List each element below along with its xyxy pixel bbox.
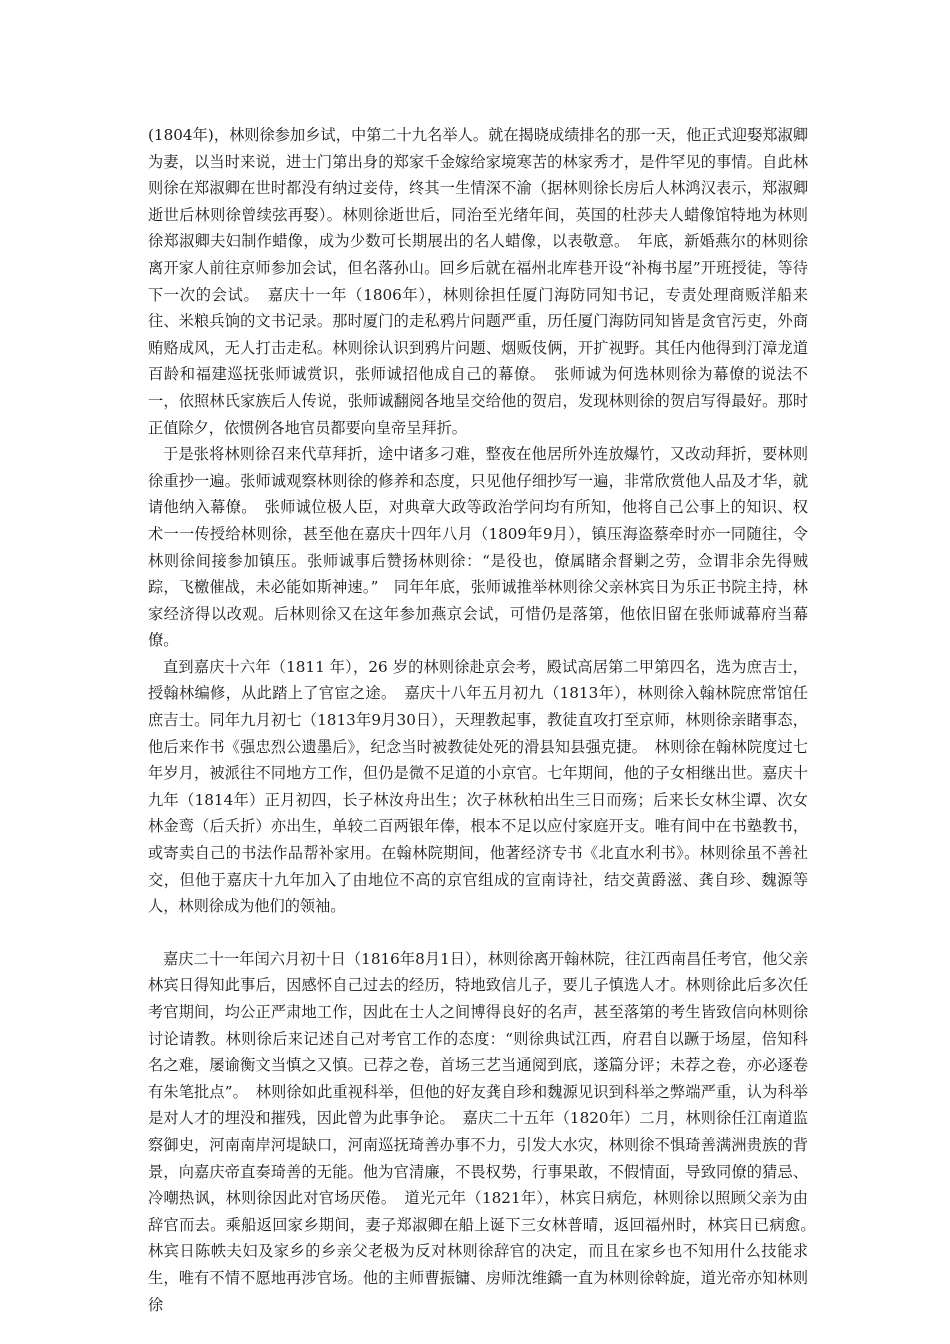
paragraph-4: 嘉庆二十一年闰六月初十日（1816年8月1日），林则徐离开翰林院，往江西南昌任考官，他父亲林宾日得知此事后，因感怀自己过去的经历，特地致信儿子，要儿子慎选人才。林则徐此后多次任考官期间，均公正严肃地工作，因此在士人之间博得良好的名声，甚至落第的考生皆致信向林则徐讨论请教。林则徐后来记述自己对考官工作的态度：“则徐典试江西，府君自以蹶于场屋，倍知科名之难，屡谕衡文当慎之又慎。已荐之卷，首场三艺当通阅到底，遂篇分评；未荐之卷，亦必逐卷有朱笔批点”。 林则徐如此重视科举，但他的好友龚自珍和魏源见识到科举之弊端严重，认为科举是对人才的埋没和摧残，因此曾为此事争论。 嘉庆二十五年（1820年）二月，林则徐任江南道监察御史，河南南岸河堤缺口，河南巡抚琦善办事不力，引发大水灾，林则徐不惧琦善满洲贵族的背景，向嘉庆帝直奏琦善的无能。他为官清廉，不畏权势，行事果敢，不假情面，导致同僚的猜忌、冷嘲热讽，林则徐因此对官场厌倦。 道光元年（1821年），林宾日病危，林则徐以照顾父亲为由辞官而去。乘船返回家乡期间，妻子郑淑卿在船上诞下三女林普晴，返回福州时，林宾日已病愈。 林宾日陈帙夫妇及家乡的乡亲父老极为反对林则徐辞官的决定，而且在家乡也不知用什么技能求生，唯有不情不愿地再涉官场。他的主师曹振镛、房师沈维鐈一直为林则徐斡旋，道光帝亦知林则徐 [148,949,824,1314]
document-body [148,122,824,1318]
paragraph-3: 直到嘉庆十六年（1811 年），26 岁的林则徐赴京会考，殿试高居第二甲第四名，选为庶吉士，授翰林编修，从此踏上了官宦之途。 嘉庆十八年五月初九（1813年），林则徐入翰林院庶常馆任庶吉士。同年九月初七（1813年9月30日），天理教起事，教徒直攻打至京师，林则徐亲睹事态，他后来作书《强忠烈公遗墨后》，纪念当时被教徒处死的滑县知县强克捷。 林则徐在翰林院度过七年岁月，被派往不同地方工作，但仍是微不足道的小京官。七年期间，他的子女相继出世。嘉庆十九年（1814年）正月初四，长子林汝舟出生；次子林秋柏出生三日而殇；后来长女林尘谭、次女林金鸾（后夭折）亦出生，单较二百两银年俸，根本不足以应付家庭开支。唯有间中在书塾教书，或寄卖自己的书法作品帮补家用。在翰林院期间，他著经济专书《北直水利书》。林则徐虽不善社交，但他于嘉庆十九年加入了由地位不高的京官组成的宣南诗社，结交黄爵滋、龚自珍、魏源等人，林则徐成为他们的领袖。 [148,657,808,916]
paragraph-1: (1804年)，林则徐参加乡试，中第二十九名举人。就在揭晓成绩排名的那一天，他正式迎娶郑淑卿为妻，以当时来说，进士门第出身的郑家千金嫁给家境寒苦的林家秀才，是件罕见的事情。自此林则徐在郑淑卿在世时都没有纳过妾侍，终其一生情深不渝（据林则徐长房后人林鸿汉表示，郑淑卿逝世后林则徐曾续弦再娶）。林则徐逝世后，同治至光绪年间，英国的杜莎夫人蜡像馆特地为林则徐郑淑卿夫妇制作蜡像，成为少数可长期展出的名人蜡像，以表敬意。 年底，新婚燕尔的林则徐离开家人前往京师参加会试，但名落孙山。回乡后就在福州北库巷开设“补梅书屋”开班授徒，等待下一次的会试。 嘉庆十一年（1806年），林则徐担任厦门海防同知书记，专责处理商贩洋船来往、米粮兵饷的文书记录。那时厦门的走私鸦片问题严重，历任厦门海防同知皆是贪官污吏，外商贿赂成风，无人打击走私。林则徐认识到鸦片问题、烟贩伎俩，开扩视野。其任内他得到汀漳龙道百龄和福建巡抚张师诚赏识，张师诚招他成自己的幕僚。 张师诚为何选林则徐为幕僚的说法不一，依照林氏家族后人传说，张师诚翻阅各地呈交给他的贺启，发现林则徐的贺启写得最好。那时正值除夕，依惯例各地官员都要向皇帝呈拜折。 [148,126,808,437]
paragraph-2: 于是张将林则徐召来代草拜折，途中诸多刁难，整夜在他居所外连放爆竹，又改动拜折，要林则徐重抄一遍。张师诚观察林则徐的修养和态度，只见他仔细抄写一遍，非常欣赏他人品及才华，就请他纳入幕僚。 张师诚位极人臣，对典章大政等政治学问均有所知，他将自己公事上的知识、权术一一传授给林则徐，甚至他在嘉庆十四年八月（1809年9月），镇压海盗蔡牵时亦一同随往，令林则徐间接参加镇压。张师诚事后赞扬林则徐：“是役也，僚属睹余督剿之劳，佥谓非余先得贼踪，飞檄催战，未必能如斯神速。” 同年年底，张师诚推举林则徐父亲林宾日为乐正书院主持，林家经济得以改观。后林则徐又在这年参加燕京会试，可惜仍是落第，他依旧留在张师诚幕府当幕僚。 [148,445,808,650]
